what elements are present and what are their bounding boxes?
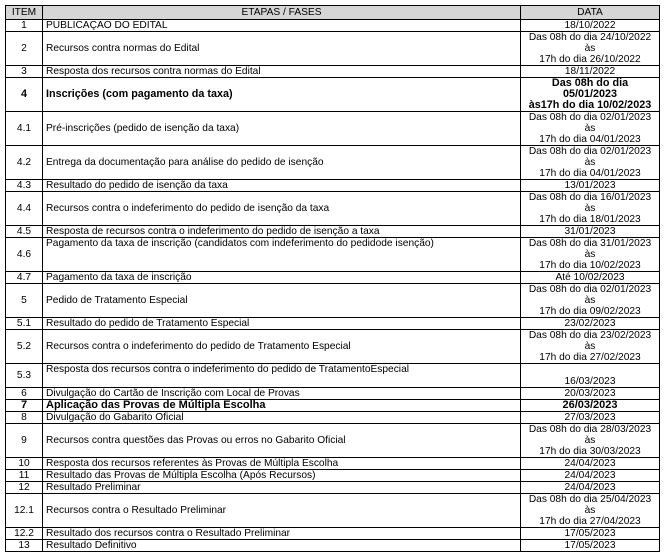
step-description: Recursos contra normas do Edital: [43, 32, 521, 66]
item-number: 12.2: [6, 528, 43, 540]
step-date: [521, 226, 660, 238]
step-description: Divulgação do Cartão de Inscrição com Local de Provas: [43, 388, 521, 400]
date-line: Das 08h do dia 24/10/2022 às: [528, 32, 652, 54]
step-description: Pré-inscrições (pedido de isenção da taxa): [43, 112, 521, 146]
date-line: 17/05/2023: [564, 540, 616, 551]
step-date: [521, 528, 660, 540]
table-row: [6, 284, 660, 318]
item-number: 5.3: [6, 364, 43, 388]
item-number: 4.2: [6, 146, 43, 180]
date-line: 17h do dia 04/01/2023: [539, 134, 641, 145]
date-line: 24/04/2023: [564, 458, 616, 469]
step-description: Inscrições (com pagamento da taxa): [43, 78, 521, 112]
step-description: Aplicação das Provas de Múltipla Escolha: [43, 400, 521, 412]
step-date: [521, 494, 660, 528]
date-line: 17h do dia 10/02/2023: [539, 260, 641, 271]
date-line: 31/01/2023: [564, 226, 616, 237]
step-date: [521, 112, 660, 146]
item-number: 3: [6, 66, 43, 78]
date-line: Das 08h do dia 25/04/2023 às: [528, 494, 652, 516]
table-row: [6, 226, 660, 238]
date-line: 13/01/2023: [564, 180, 616, 191]
step-description: Recursos contra o indeferimento do pedido de isenção da taxa: [43, 192, 521, 226]
table-row: [6, 528, 660, 540]
step-description: Pedido de Tratamento Especial: [43, 284, 521, 318]
date-line: 17/05/2023: [564, 528, 616, 539]
item-number: 4.6: [6, 238, 43, 272]
date-line: 17h do dia 04/01/2023: [539, 168, 641, 179]
schedule-table: [5, 5, 660, 552]
step-date: [521, 32, 660, 66]
table-row: [6, 32, 660, 66]
header-steps: ETAPAS / FASES: [43, 6, 521, 20]
table-row: [6, 272, 660, 284]
date-line: Das 08h do dia 02/01/2023 às: [528, 284, 652, 306]
step-description: Recursos contra o Resultado Preliminar: [43, 494, 521, 528]
item-number: 12: [6, 482, 43, 494]
table-row: [6, 494, 660, 528]
item-number: 4.7: [6, 272, 43, 284]
step-date: [521, 238, 660, 272]
item-number: 5.2: [6, 330, 43, 364]
date-line: 18/10/2022: [564, 20, 616, 31]
item-number: 7: [6, 400, 43, 412]
step-date: [521, 482, 660, 494]
item-number: 4.4: [6, 192, 43, 226]
step-description: PUBLICAÇÃO DO EDITAL: [43, 20, 521, 32]
table-row: [6, 412, 660, 424]
date-line: 27/03/2023: [564, 412, 616, 423]
step-date: [521, 424, 660, 458]
date-line: 20/03/2023: [564, 388, 616, 399]
date-line: Das 08h do dia 02/01/2023 às: [528, 112, 652, 134]
date-line: 18/11/2022: [564, 66, 616, 77]
table-row: [6, 424, 660, 458]
table-row: [6, 482, 660, 494]
step-date: [521, 458, 660, 470]
step-description: Resposta de recursos contra o indeferimento do pedido de isenção a taxa: [43, 226, 521, 238]
table-row: [6, 400, 660, 412]
step-description: Resposta dos recursos contra o indeferimento do pedido de TratamentoEspecial: [43, 364, 521, 388]
step-date: [521, 66, 660, 78]
table-row: [6, 238, 660, 272]
item-number: 12.1: [6, 494, 43, 528]
step-description: Resultado do pedido de Tratamento Especial: [43, 318, 521, 330]
date-line: Até 10/02/2023: [555, 272, 625, 283]
item-number: 11: [6, 470, 43, 482]
table-row: [6, 388, 660, 400]
step-date: [521, 78, 660, 112]
step-date: [521, 400, 660, 412]
date-line: 24/04/2023: [564, 482, 616, 493]
date-line: 23/02/2023: [564, 318, 616, 329]
step-description: Resposta dos recursos contra normas do Edital: [43, 66, 521, 78]
step-date: [521, 20, 660, 32]
header-item: ITEM: [6, 6, 43, 20]
table-row: [6, 330, 660, 364]
item-number: 4.3: [6, 180, 43, 192]
date-line: Das 08h do dia 05/01/2023: [551, 77, 629, 100]
table-row: [6, 180, 660, 192]
step-description: Entrega da documentação para análise do pedido de isenção: [43, 146, 521, 180]
step-date: [521, 540, 660, 552]
date-line: Das 08h do dia 23/02/2023 às: [528, 330, 652, 352]
step-description: Pagamento da taxa de inscrição (candidatos com indeferimento do pedidode isenção): [43, 238, 521, 272]
table-row: [6, 318, 660, 330]
step-date: [521, 284, 660, 318]
item-number: 6: [6, 388, 43, 400]
step-date: [521, 272, 660, 284]
step-description: Resultado dos recursos contra o Resultado Preliminar: [43, 528, 521, 540]
step-description: Resultado Preliminar: [43, 482, 521, 494]
step-description: Resultado do pedido de isenção da taxa: [43, 180, 521, 192]
item-number: 2: [6, 32, 43, 66]
date-line: 17h do dia 18/01/2023: [539, 214, 641, 225]
date-line: Das 08h do dia 16/01/2023 às: [528, 192, 652, 214]
item-number: 5.1: [6, 318, 43, 330]
step-description: Resultado Definitivo: [43, 540, 521, 552]
header-date: DATA: [521, 6, 660, 20]
date-line: 17h do dia 30/03/2023: [539, 446, 641, 457]
step-description: Resultado das Provas de Múltipla Escolha (Após Recursos): [43, 470, 521, 482]
step-date: [521, 330, 660, 364]
table-row: [6, 78, 660, 112]
date-line: Das 08h do dia 28/03/2023 às: [528, 424, 652, 446]
date-line: 16/03/2023: [564, 376, 616, 387]
step-date: [521, 180, 660, 192]
step-date: [521, 364, 660, 388]
item-number: 4.5: [6, 226, 43, 238]
table-row: [6, 66, 660, 78]
date-line: 17h do dia 09/02/2023: [539, 306, 641, 317]
table-row: [6, 192, 660, 226]
date-line: Das 08h do dia 31/01/2023 às: [528, 238, 652, 260]
step-description: Divulgação do Gabarito Oficial: [43, 412, 521, 424]
item-number: 13: [6, 540, 43, 552]
date-line: 17h do dia 27/02/2023: [539, 352, 641, 363]
table-row: [6, 540, 660, 552]
date-line: 17h do dia 27/04/2023: [539, 516, 641, 527]
item-number: 10: [6, 458, 43, 470]
step-date: [521, 146, 660, 180]
step-description: Resposta dos recursos referentes às Provas de Múltipla Escolha: [43, 458, 521, 470]
table-row: [6, 146, 660, 180]
step-date: [521, 318, 660, 330]
step-date: [521, 470, 660, 482]
date-line: Das 08h do dia 02/01/2023 às: [528, 146, 652, 168]
date-line: 17h do dia 26/10/2022: [539, 54, 641, 65]
table-header-row: [6, 6, 660, 20]
item-number: 9: [6, 424, 43, 458]
table-row: [6, 470, 660, 482]
table-row: [6, 458, 660, 470]
item-number: 1: [6, 20, 43, 32]
item-number: 5: [6, 284, 43, 318]
step-date: [521, 412, 660, 424]
step-description: Pagamento da taxa de inscrição: [43, 272, 521, 284]
step-date: [521, 388, 660, 400]
table-row: [6, 20, 660, 32]
step-description: Recursos contra questões das Provas ou erros no Gabarito Oficial: [43, 424, 521, 458]
date-line: 26/03/2023: [562, 399, 618, 411]
step-description: Recursos contra o indeferimento do pedido de Tratamento Especial: [43, 330, 521, 364]
date-line: às17h do dia 10/02/2023: [528, 99, 652, 111]
step-date: [521, 192, 660, 226]
item-number: 4: [6, 78, 43, 112]
table-row: [6, 364, 660, 388]
date-line: 24/04/2023: [564, 470, 616, 481]
item-number: 4.1: [6, 112, 43, 146]
table-row: [6, 112, 660, 146]
item-number: 8: [6, 412, 43, 424]
